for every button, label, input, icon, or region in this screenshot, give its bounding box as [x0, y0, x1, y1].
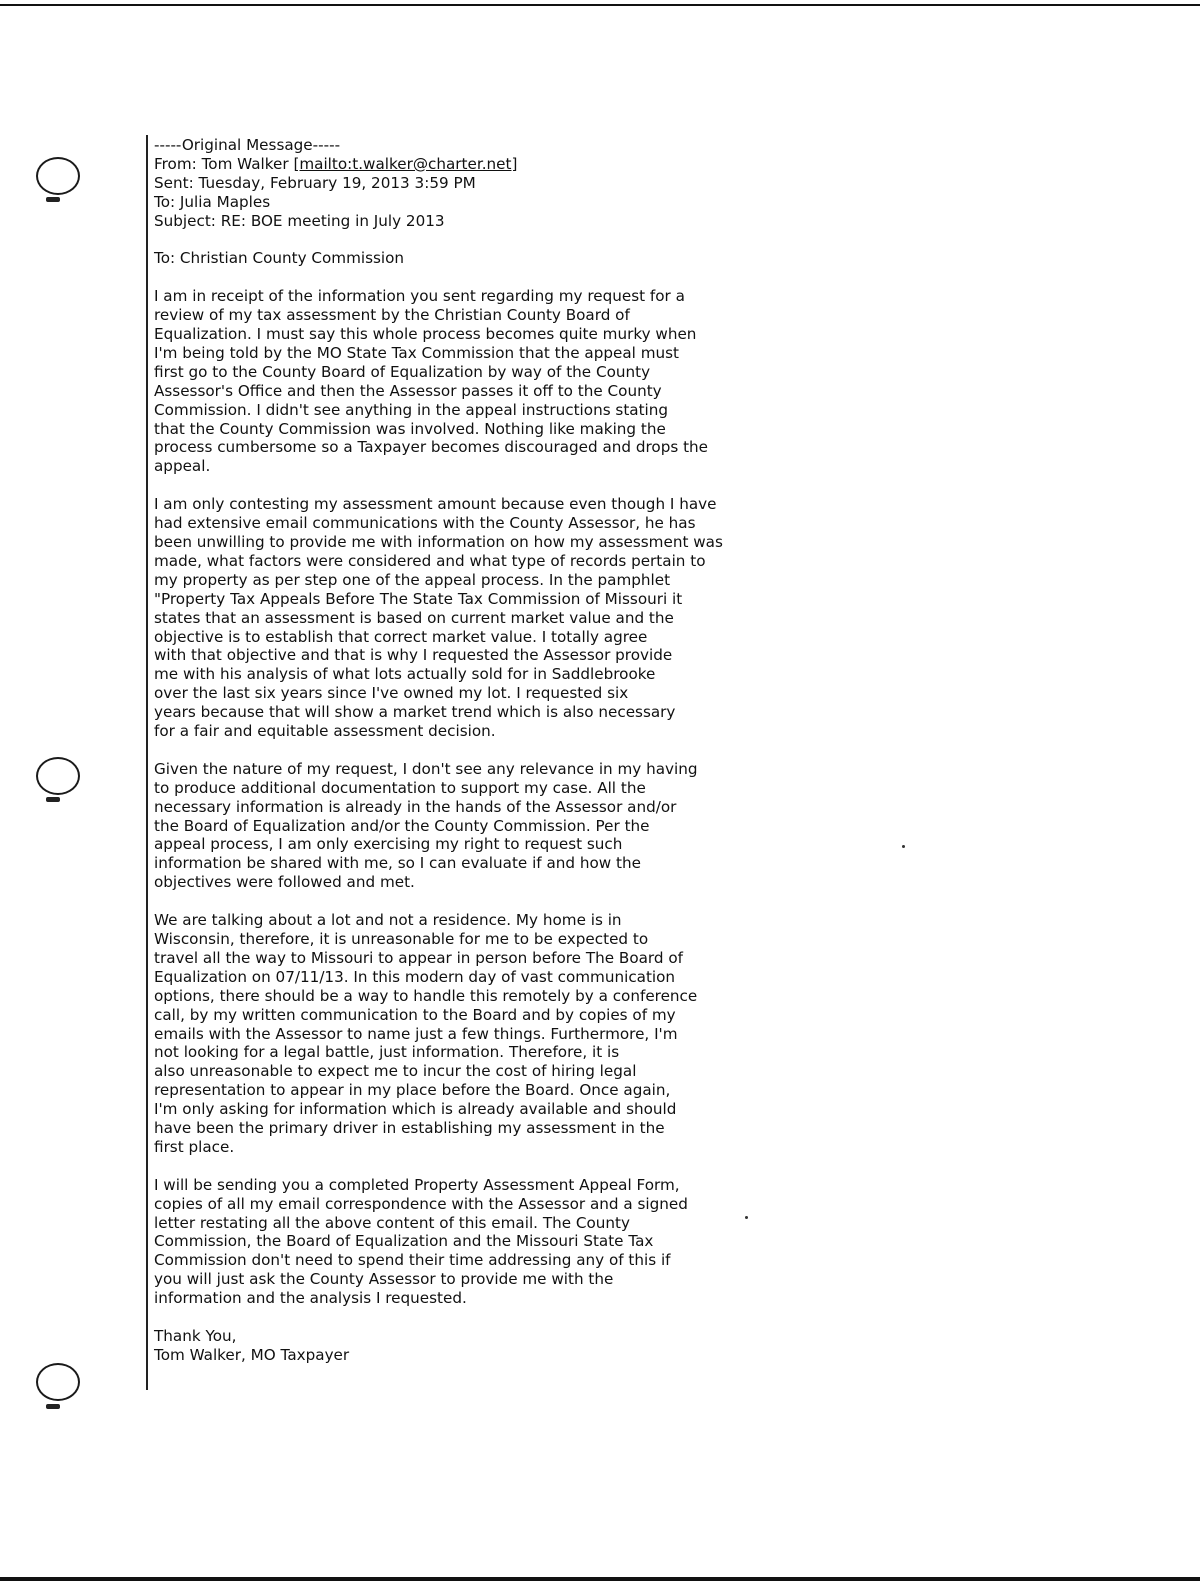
text-line: necessary information is already in the hands of the Assessor and/or: [154, 797, 677, 816]
text-line: Commission, the Board of Equalization and the Missouri State Tax: [154, 1232, 654, 1251]
text-line: I'm only asking for information which is already available and should: [154, 1100, 677, 1119]
text-line: Equalization. I must say this whole process becomes quite murky when: [154, 325, 697, 344]
text-line: Wisconsin, therefore, it is unreasonable for me to be expected to: [154, 929, 649, 948]
text-line: states that an assessment is based on current market value and the: [154, 608, 674, 627]
original-message-marker: -----Original Message-----: [154, 136, 341, 154]
to-line: To: Julia Maples: [154, 192, 271, 211]
text-line: that the County Commission was involved. Nothing like making the: [154, 419, 666, 438]
bottom-scan-border: [0, 1577, 1200, 1581]
text-line: Commission don't need to spend their time addressing any of this if: [154, 1251, 671, 1270]
text-line: me with his analysis of what lots actually sold for in Saddlebrooke: [154, 665, 656, 684]
text-line: travel all the way to Missouri to appear in person before The Board of: [154, 948, 684, 967]
punch-hole-bottom-mark: [46, 1404, 60, 1409]
text-line: We are talking about a lot and not a residence. My home is in: [154, 911, 622, 930]
text-line: over the last six years since I've owned my lot. I requested six: [154, 684, 629, 703]
punch-hole-top-mark: [46, 197, 60, 202]
closing-signature: Tom Walker, MO Taxpayer: [154, 1345, 350, 1364]
top-scan-border: [0, 4, 1200, 6]
text-line: letter restating all the above content of this email. The County: [154, 1213, 630, 1232]
from-line: [154, 155, 774, 174]
from-name: Tom Walker: [201, 154, 289, 173]
from-label: From:: [154, 154, 197, 173]
text-line: to produce additional documentation to support my case. All the: [154, 778, 646, 797]
text-line: years because that will show a market trend which is also necessary: [154, 703, 676, 722]
text-line: first go to the County Board of Equalization by way of the County: [154, 362, 651, 381]
text-line: copies of all my email correspondence with the Assessor and a signed: [154, 1194, 688, 1213]
text-line: Given the nature of my request, I don't see any relevance in my having: [154, 759, 698, 778]
subject-line: Subject: RE: BOE meeting in July 2013: [154, 211, 445, 230]
text-line: I am in receipt of the information you sent regarding my request for a: [154, 287, 685, 306]
text-line: Equalization on 07/11/13. In this modern day of vast communication: [154, 967, 676, 986]
text-line: been unwilling to provide me with information on how my assessment was: [154, 532, 723, 551]
text-line: objective is to establish that correct market value. I totally agree: [154, 627, 648, 646]
text-line: Commission. I didn't see anything in the appeal instructions stating: [154, 400, 669, 419]
text-line: objectives were followed and met.: [154, 873, 415, 892]
closing-thanks: Thank You,: [154, 1326, 237, 1345]
text-line: options, there should be a way to handle this remotely by a conference: [154, 986, 698, 1005]
text-line: I am only contesting my assessment amount because even though I have: [154, 495, 717, 514]
text-line: first place.: [154, 1137, 235, 1156]
text-line: for a fair and equitable assessment decision.: [154, 722, 496, 741]
punch-hole-middle-mark: [46, 797, 60, 802]
paragraph-appeal-form: [154, 1176, 774, 1308]
text-line: you will just ask the County Assessor to provide me with the: [154, 1270, 614, 1289]
closing: [154, 1327, 774, 1365]
text-line: call, by my written communication to the Board and by copies of my: [154, 1005, 676, 1024]
text-line: emails with the Assessor to name just a few things. Furthermore, I'm: [154, 1024, 678, 1043]
text-line: Assessor's Office and then the Assessor passes it off to the County: [154, 381, 662, 400]
text-line: appeal process, I am only exercising my right to request such: [154, 835, 623, 854]
text-line: my property as per step one of the appeal process. In the pamphlet: [154, 570, 671, 589]
punch-hole-middle: [36, 757, 80, 795]
from-email-link[interactable]: [mailto:t.walker@charter.net]: [293, 154, 518, 173]
text-line: review of my tax assessment by the Christian County Board of: [154, 306, 630, 325]
text-line: information be shared with me, so I can evaluate if and how the: [154, 854, 641, 873]
text-line: also unreasonable to expect me to incur the cost of hiring legal: [154, 1062, 637, 1081]
text-line: information and the analysis I requested.: [154, 1289, 467, 1308]
text-line: "Property Tax Appeals Before The State Tax Commission of Missouri it: [154, 589, 683, 608]
sent-line: Sent: Tuesday, February 19, 2013 3:59 PM: [154, 173, 476, 192]
text-line: representation to appear in my place before the Board. Once again,: [154, 1081, 671, 1100]
text-line: I'm being told by the MO State Tax Commission that the appeal must: [154, 343, 680, 362]
punch-hole-bottom: [36, 1363, 80, 1401]
punch-hole-top: [36, 157, 80, 195]
scan-speck: [902, 845, 905, 848]
paragraph-receipt: [154, 287, 774, 476]
text-line: had extensive email communications with the County Assessor, he has: [154, 514, 696, 533]
text-line: appeal.: [154, 457, 211, 476]
reply-quote-bar: [146, 135, 148, 1390]
text-line: the Board of Equalization and/or the County Commission. Per the: [154, 816, 650, 835]
text-line: have been the primary driver in establishing my assessment in the: [154, 1119, 665, 1138]
paragraph-request: [154, 760, 774, 892]
text-line: made, what factors were considered and what type of records pertain to: [154, 551, 706, 570]
text-line: I will be sending you a completed Property Assessment Appeal Form,: [154, 1175, 680, 1194]
text-line: not looking for a legal battle, just information. Therefore, it is: [154, 1043, 620, 1062]
salutation: To: Christian County Commission: [154, 249, 405, 268]
text-line: with that objective and that is why I requested the Assessor provide: [154, 646, 673, 665]
text-line: process cumbersome so a Taxpayer becomes discouraged and drops the: [154, 438, 709, 457]
paragraph-contesting: [154, 495, 774, 741]
email-body: [154, 136, 774, 1365]
paragraph-residence: [154, 911, 774, 1157]
